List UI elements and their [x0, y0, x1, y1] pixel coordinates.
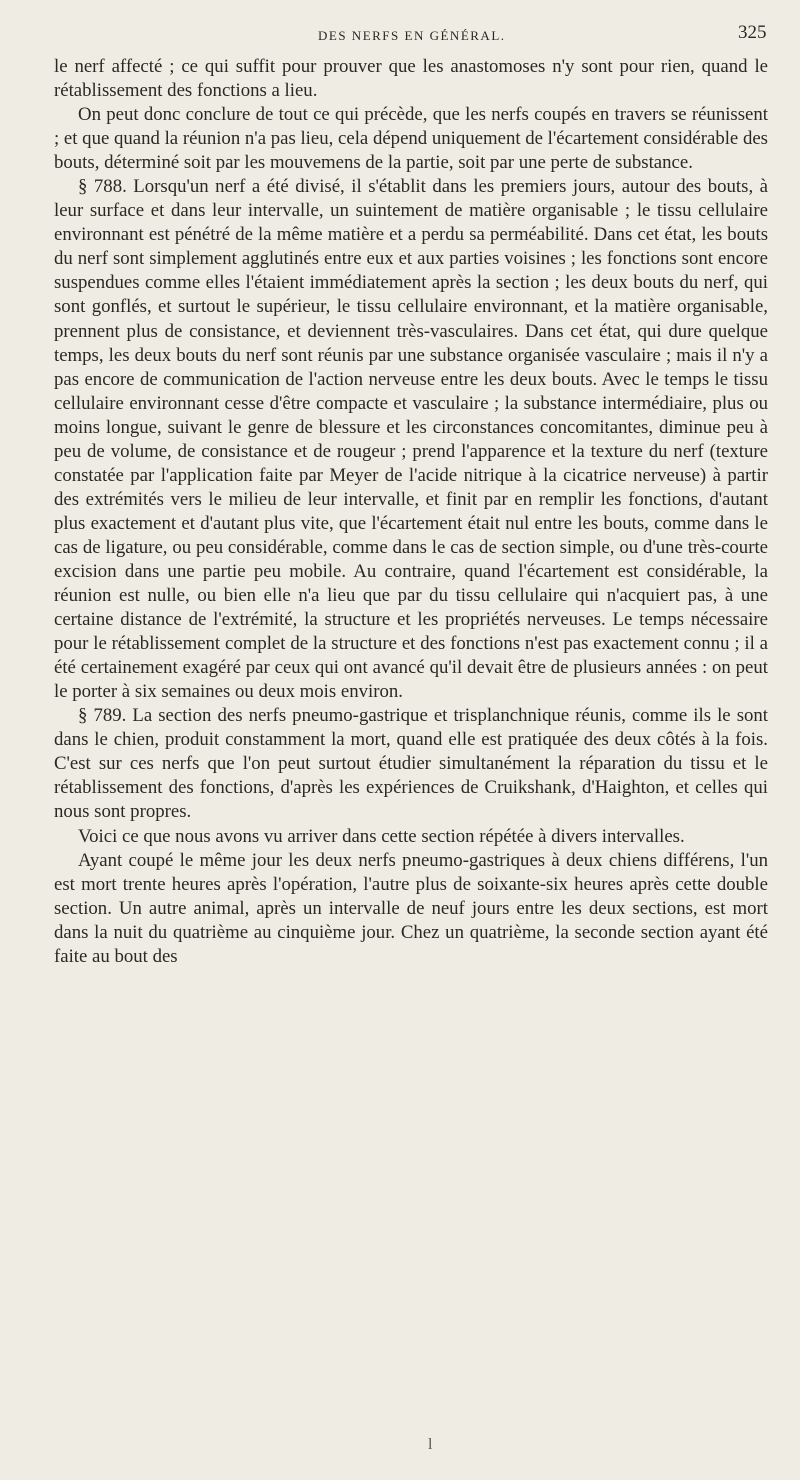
paragraph-section-788: § 788. Lorsqu'un nerf a été divisé, il s'établit dans les premiers jours, autour des bouts, à leur surface et dans leur intervalle, un suintement de matière organisable ; le tissu cellulaire environnant est pénétré de la même matière et a perdu sa perméabilité. Dans cet état, les bouts du nerf sont simplement agglutinés entre eux et aux parties voisines ; les fonctions sont encore suspendues comme elles l'étaient immédiatement après la section ; les deux bouts du nerf, qui sont gonflés, et surtout le supérieur, le tissu cellulaire environnant, et la matière organisable, prennent plus de consistance, et deviennent très-vasculaires. Dans cet état, qui dure quelque temps, les deux bouts du nerf sont réunis par une substance organisée vasculaire ; mais il n'y a pas encore de communication de l'action nerveuse entre les deux bouts. Avec le temps le tissu cellulaire environnant cesse d'être compacte et vasculaire ; la substance intermédiaire, plus ou moins longue, suivant le genre de blessure et les circonstances concomitantes, diminue peu à peu de volume, de consistance et de rougeur ; prend l'apparence et la texture du nerf (texture constatée par l'application faite par Meyer de l'acide nitrique à la cicatrice nerveuse) à partir des extrémités vers le milieu de leur intervalle, et finit par en remplir les fonctions, d'autant plus exactement et d'autant plus vite, que l'écartement était nul entre les bouts, comme dans le cas de ligature, ou peu considérable, comme dans le cas de section simple, ou d'une très-courte excision dans une partie peu mobile. Au contraire, quand l'écartement est considérable, la réunion est nulle, ou bien elle n'a lieu que par du tissu cellulaire qui n'acquiert pas, à une certaine distance de l'extrémité, la structure et les propriétés nerveuses. Le temps nécessaire pour le rétablissement complet de la structure et des fonctions n'est pas exactement connu ; il a été certainement exagéré par ceux qui ont avancé qu'il devait être de plusieurs années : on peut le porter à six semaines ou deux mois environ.	[54, 176, 768, 703]
page-number: 325	[738, 22, 767, 43]
paragraph: Ayant coupé le même jour les deux nerfs pneumo-gastriques à deux chiens différens, l'un est mort trente heures après l'opération, l'autre plus de soixante-six heures après cette double section. Un autre animal, après un intervalle de neuf jours entre les deux sections, est mort dans la nuit du quatrième au cinquième jour. Chez un quatrième, la seconde section ayant été faite au bout des	[54, 849, 768, 967]
paragraph: le nerf affecté ; ce qui suffit pour prouver que les anastomoses n'y sont pour rien, quand le rétablissement des fonctions a lieu.	[54, 56, 768, 102]
running-head	[0, 22, 800, 52]
paragraph: On peut donc conclure de tout ce qui précède, que les nerfs coupés en travers se réunissent ; et que quand la réunion n'a pas lieu, cela dépend uniquement de l'écartement considérable des bouts, déterminé soit par les mouvemens de la partie, soit par une perte de substance.	[54, 104, 768, 174]
paragraph-section-789: § 789. La section des nerfs pneumo-gastrique et trisplanchnique réunis, comme ils le sont dans le chien, produit constamment la mort, quand elle est pratiquée des deux côtés à la fois. C'est sur ces nerfs que l'on peut surtout étudier simultanément la réparation du tissu et le rétablissement des fonctions, d'après les expériences de Cruikshank, d'Haighton, et celles qui nous sont propres.	[54, 705, 768, 823]
footer-mark: l	[428, 1436, 433, 1453]
paragraph: Voici ce que nous avons vu arriver dans cette section répétée à divers intervalles.	[78, 825, 685, 847]
running-title: DES NERFS EN GÉNÉRAL.	[318, 28, 506, 43]
body-text	[54, 55, 768, 969]
